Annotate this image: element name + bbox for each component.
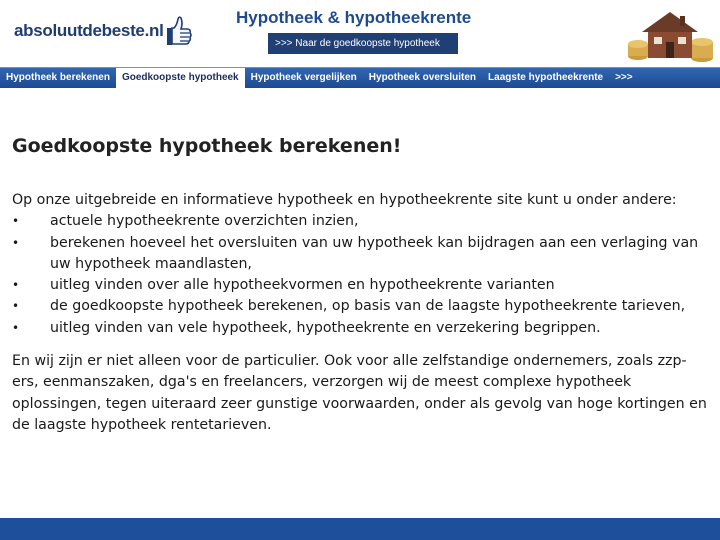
bullet-icon: • bbox=[12, 214, 20, 229]
zzp-paragraph: En wij zijn er niet alleen voor de particulier. Ook voor alle zelfstandige ondernemers, zoals zzp-ers, eenmanszaken, dga's en freelancers, verzorgen wij de meest complexe hypotheek oplossingen, tegen uiteraard zeer gunstige voorwaarden, onder als gevolg van hoge kortingen en de laagste hypotheek rentetarieven. bbox=[12, 353, 707, 433]
list-item-text: uitleg vinden van vele hypotheek, hypotheekrente en verzekering begrippen. bbox=[50, 319, 601, 336]
nav-goedkoopste-hypotheek[interactable]: Goedkoopste hypotheek bbox=[116, 68, 245, 88]
nav-hypotheek-vergelijken[interactable]: Hypotheek vergelijken bbox=[250, 72, 357, 83]
list-item bbox=[12, 211, 710, 232]
main-content bbox=[12, 190, 710, 436]
list-item-text: actuele hypotheekrente overzichten inzien, bbox=[50, 213, 359, 230]
nav-hypotheek-berekenen[interactable]: Hypotheek berekenen bbox=[6, 72, 110, 83]
bullet-icon: • bbox=[12, 320, 20, 335]
list-item bbox=[12, 275, 710, 296]
list-item bbox=[12, 318, 710, 339]
bullet-icon: • bbox=[12, 235, 20, 250]
bullet-icon: • bbox=[12, 278, 20, 293]
site-title: Hypotheek & hypotheekrente bbox=[236, 8, 472, 27]
cheapest-mortgage-banner[interactable]: >>> Naar de goedkoopste hypotheek bbox=[268, 33, 458, 54]
page-title: Goedkoopste hypotheek berekenen! bbox=[12, 135, 402, 157]
list-item-text: de goedkoopste hypotheek berekenen, op basis van de laagste hypotheekrente tarieven, bbox=[50, 298, 686, 315]
nav-hypotheek-oversluiten[interactable]: Hypotheek oversluiten bbox=[368, 72, 477, 83]
list-item bbox=[12, 296, 710, 317]
bullet-icon: • bbox=[12, 299, 20, 314]
list-item-text: berekenen hoeveel het oversluiten van uw hypotheek kan bijdragen aan een verlaging van uw hypotheek maandlasten, bbox=[50, 234, 699, 272]
site-logo[interactable] bbox=[14, 14, 192, 48]
list-item-text: uitleg vinden over alle hypotheekvormen en hypotheekrente varianten bbox=[50, 277, 555, 294]
nav-more[interactable]: >>> bbox=[615, 72, 633, 83]
nav-laagste-hypotheekrente[interactable]: Laagste hypotheekrente bbox=[488, 72, 604, 83]
intro-text: Op onze uitgebreide en informatieve hypotheek en hypotheekrente site kunt u onder andere: bbox=[12, 192, 677, 208]
footer-bar bbox=[0, 518, 720, 540]
house-money-icon bbox=[624, 4, 716, 66]
logo-text: absoluutdebeste.nl bbox=[14, 21, 164, 40]
main-navigation bbox=[0, 67, 720, 88]
thumbs-up-icon bbox=[166, 14, 192, 48]
feature-list bbox=[12, 211, 710, 339]
list-item bbox=[12, 233, 710, 276]
